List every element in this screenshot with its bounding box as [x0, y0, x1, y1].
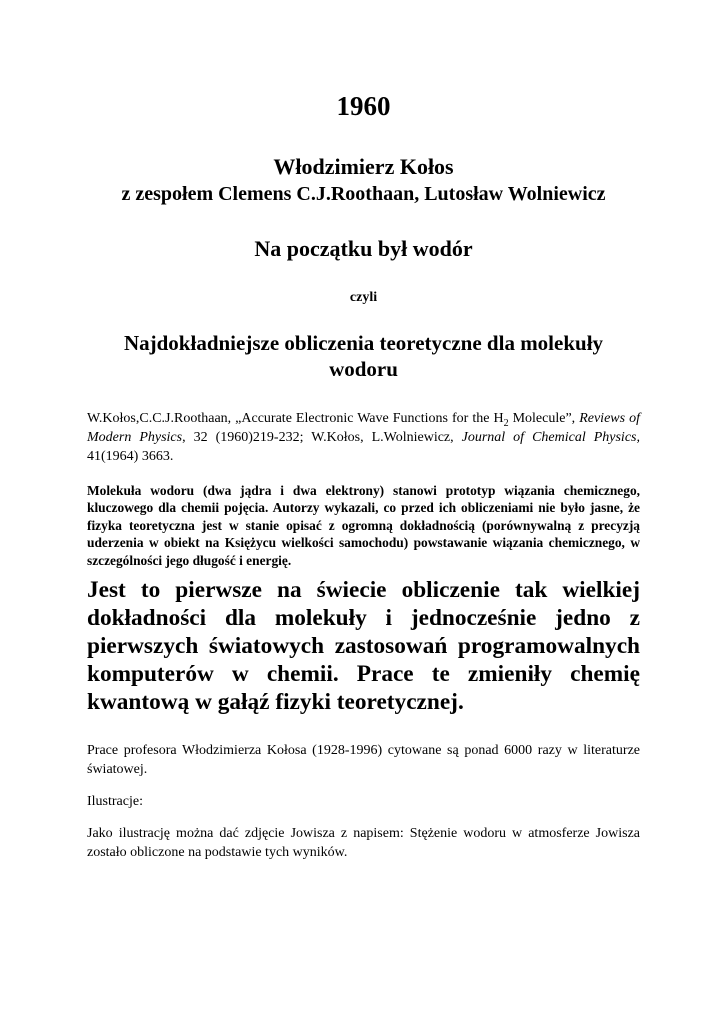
team-line: z zespołem Clemens C.J.Roothaan, Lutosław Wolniewicz — [121, 183, 606, 205]
year-heading: 1960 — [336, 91, 391, 121]
author-heading: Włodzimierz Kołos — [273, 154, 454, 179]
illustrations-label: Ilustracje: — [87, 794, 143, 809]
highlight-paragraph: Jest to pierwsze na świecie obliczenie tak wielkiej dokładności dla molekuły i jednocześnie jedno z pierwszych światowych zastosowań programowalnych komputerów w chemii. Prace te zmieniły chemię kwantową w gałąź fizyki teoretycznej. — [87, 577, 640, 715]
reference-text-2: Molecule”, — [508, 411, 580, 426]
connector-word: czyli — [349, 290, 378, 305]
citations-paragraph: Prace profesora Włodzimierza Kołosa (1928-1996) cytowane są ponad 6000 razy w literaturze światowej. — [87, 743, 640, 777]
journal-reviews-modern-physics: Reviews of Modern Physics — [87, 411, 640, 445]
journal-chemical-physics: Journal of Chemical Physics, — [461, 430, 640, 445]
summary-paragraph: Molekuła wodoru (dwa jądra i dwa elektrony) stanowi prototyp wiązania chemicznego, kluczowego dla chemii pojęcia. Autorzy wykazali, co przed ich obliczeniami nie było jasne, że fizyka teoretyczna jest w stanie opisać z ogromną dokładnością (porównywalną z precyzją uderzenia w obiekt na Księżycu wielkości samochodu) powstawanie wiązania chemicznego, w szczególności jego długość i energię. — [87, 483, 640, 568]
reference-text-1: W.Kołos,C.C.J.Roothaan, „Accurate Electronic Wave Functions for the H — [87, 411, 504, 426]
document-subtitle: Najdokładniejsze obliczenia teoretyczne dla molekuły wodoru — [123, 331, 604, 381]
illustration-note: Jako ilustrację można dać zdjęcie Jowisza z napisem: Stężenie wodoru w atmosferze Jowisza zostało obliczone na podstawie tych wyników. — [87, 826, 640, 860]
reference-text-3: , 32 (1960)219-232; W.Kołos, L.Wolniewicz, — [182, 430, 462, 445]
h2-subscript: 2 — [503, 417, 509, 429]
document-title: Na początku był wodór — [254, 236, 473, 261]
references-paragraph — [87, 409, 640, 466]
reference-text-4: 41(1964) 3663. — [87, 449, 174, 464]
